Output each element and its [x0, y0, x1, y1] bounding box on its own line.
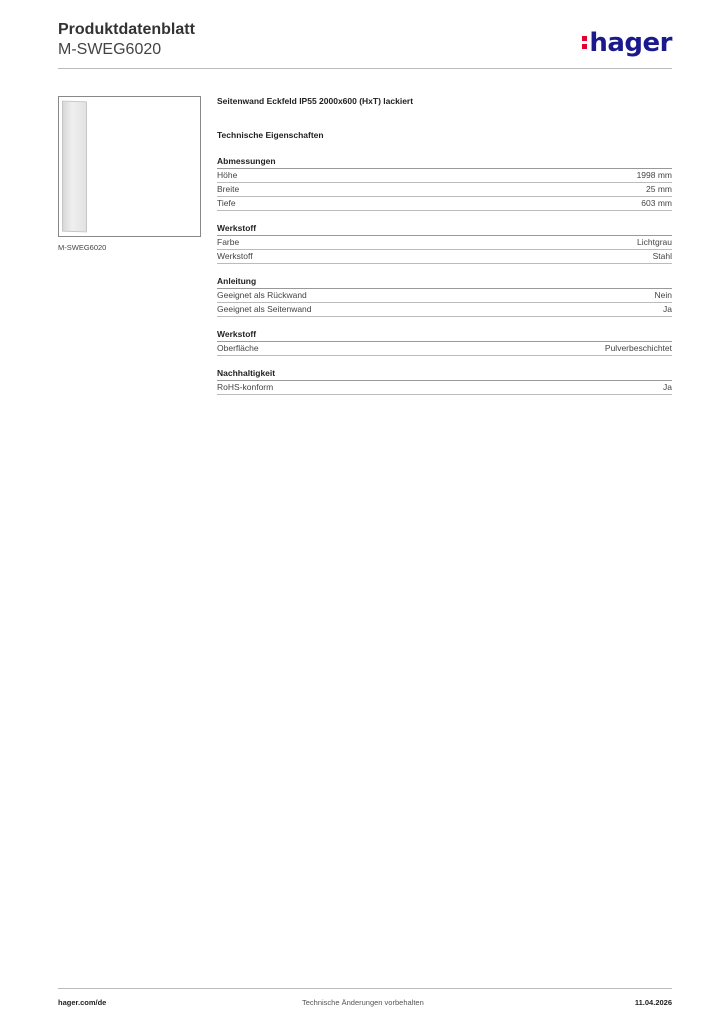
spec-group-title: Werkstoff [217, 329, 672, 342]
spec-group-title: Abmessungen [217, 156, 672, 169]
spec-label: Geeignet als Rückwand [217, 290, 307, 300]
spec-value: Pulverbeschichtet [604, 343, 672, 353]
spec-group-title: Nachhaltigkeit [217, 368, 672, 381]
spec-groups [217, 156, 672, 395]
image-caption: M-SWEG6020 [58, 243, 107, 252]
spec-value: 25 mm [646, 184, 672, 194]
spec-group [217, 223, 672, 264]
footer-website: hager.com/de [58, 998, 107, 1007]
spec-row [217, 183, 672, 197]
spec-label: RoHS-konform [217, 382, 274, 392]
spec-value: Nein [654, 290, 672, 300]
spec-content [217, 96, 672, 395]
spec-row [217, 289, 672, 303]
spec-label: Höhe [217, 170, 238, 180]
logo-text: hager [589, 28, 672, 58]
spec-row [217, 236, 672, 250]
spec-row [217, 342, 672, 356]
spec-group-title: Anleitung [217, 276, 672, 289]
footer-notice: Technische Änderungen vorbehalten [302, 998, 424, 1007]
spec-row [217, 250, 672, 264]
spec-value: 603 mm [641, 198, 672, 208]
spec-label: Tiefe [217, 198, 236, 208]
spec-value: Ja [663, 382, 672, 392]
product-code: M-SWEG6020 [58, 41, 162, 58]
spec-label: Geeignet als Seitenwand [217, 304, 312, 314]
spec-group [217, 329, 672, 356]
product-name: Seitenwand Eckfeld IP55 2000x600 (HxT) lackiert [217, 96, 414, 106]
page-header [58, 20, 672, 70]
spec-label: Werkstoff [217, 251, 253, 261]
spec-value: Lichtgrau [637, 237, 672, 247]
spec-value: Ja [663, 304, 672, 314]
page-title: Produktdatenblatt [58, 21, 195, 38]
spec-group [217, 156, 672, 211]
spec-label: Oberfläche [217, 343, 259, 353]
spec-group-title: Werkstoff [217, 223, 672, 236]
spec-row [217, 381, 672, 395]
side-panel-image [62, 101, 87, 233]
spec-group [217, 368, 672, 395]
header-divider [58, 68, 672, 69]
spec-label: Farbe [217, 237, 240, 247]
hager-logo [582, 28, 672, 58]
footer-divider [58, 988, 672, 989]
spec-row [217, 169, 672, 183]
spec-value: Stahl [652, 251, 672, 261]
spec-label: Breite [217, 184, 240, 194]
footer-date: 11.04.2026 [634, 998, 672, 1007]
spec-value: 1998 mm [636, 170, 672, 180]
spec-group [217, 276, 672, 317]
spec-row [217, 197, 672, 211]
logo-dots-icon [582, 34, 587, 50]
section-title: Technische Eigenschaften [217, 130, 324, 140]
spec-row [217, 303, 672, 317]
